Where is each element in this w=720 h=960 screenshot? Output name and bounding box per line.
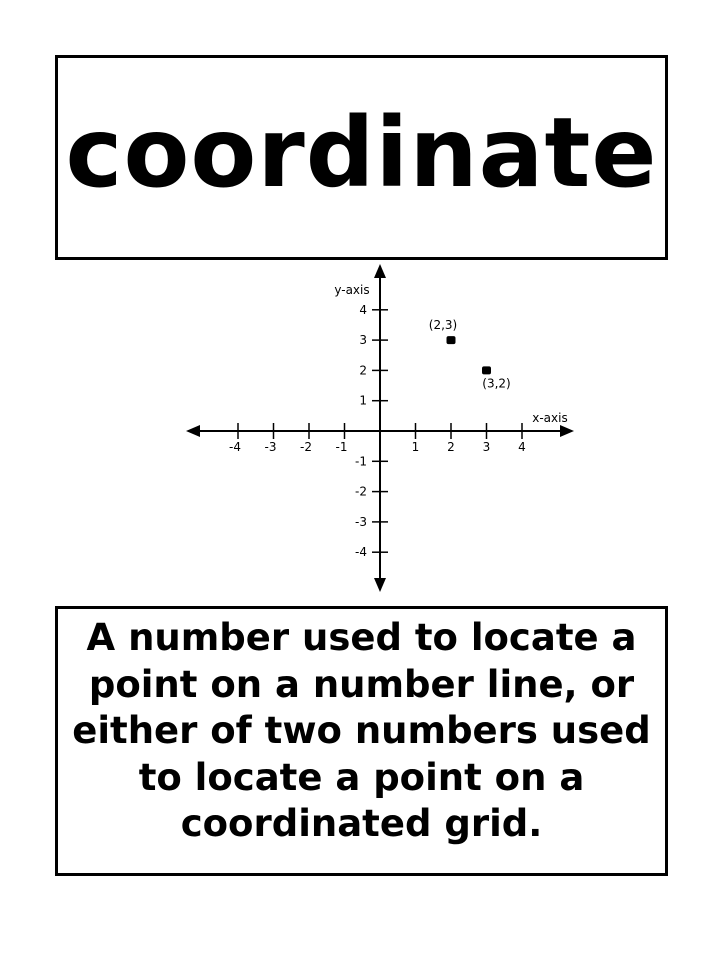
x-axis-right-arrow: [560, 425, 574, 437]
x-axis-tick-label: 4: [518, 440, 526, 454]
x-axis-tick-label: 1: [411, 440, 420, 454]
definition-box: [55, 606, 668, 876]
x-axis-tick-label: -4: [229, 440, 241, 454]
y-axis-tick-label: 3: [359, 333, 367, 348]
x-axis-label: x-axis: [532, 411, 568, 425]
coordinate-grid: [170, 258, 590, 602]
term-title: coordinate: [65, 96, 658, 209]
x-axis-tick-label: 2: [447, 440, 455, 454]
y-axis-up-arrow: [374, 264, 386, 278]
y-axis-tick-label: -2: [355, 484, 367, 499]
y-axis-tick-label: 1: [359, 393, 367, 408]
y-axis-tick-label: 2: [359, 363, 367, 378]
y-axis-label: y-axis: [334, 283, 370, 297]
x-axis-tick-label: -3: [264, 440, 277, 454]
y-axis-tick-label: -3: [355, 514, 367, 529]
x-axis-tick-label: 3: [482, 440, 491, 454]
data-point: [447, 336, 456, 344]
definition-text: A number used to locate a point on a number line, or either of two numbers used to locate a point on a coordinated grid.: [72, 616, 651, 845]
x-axis-left-arrow: [186, 425, 200, 437]
data-point-label: (2,3): [428, 318, 458, 333]
y-axis-down-arrow: [374, 578, 386, 592]
data-point: [482, 366, 491, 374]
data-point-label: (3,2): [482, 376, 511, 391]
x-axis-tick-label: -2: [300, 440, 312, 454]
y-axis-tick-label: -1: [355, 454, 367, 469]
term-box: [55, 55, 668, 260]
y-axis-tick-label: -4: [355, 545, 367, 560]
y-axis-tick-label: 4: [359, 302, 367, 317]
x-axis-tick-label: -1: [335, 440, 348, 454]
coordinate-grid-svg: [170, 258, 590, 602]
